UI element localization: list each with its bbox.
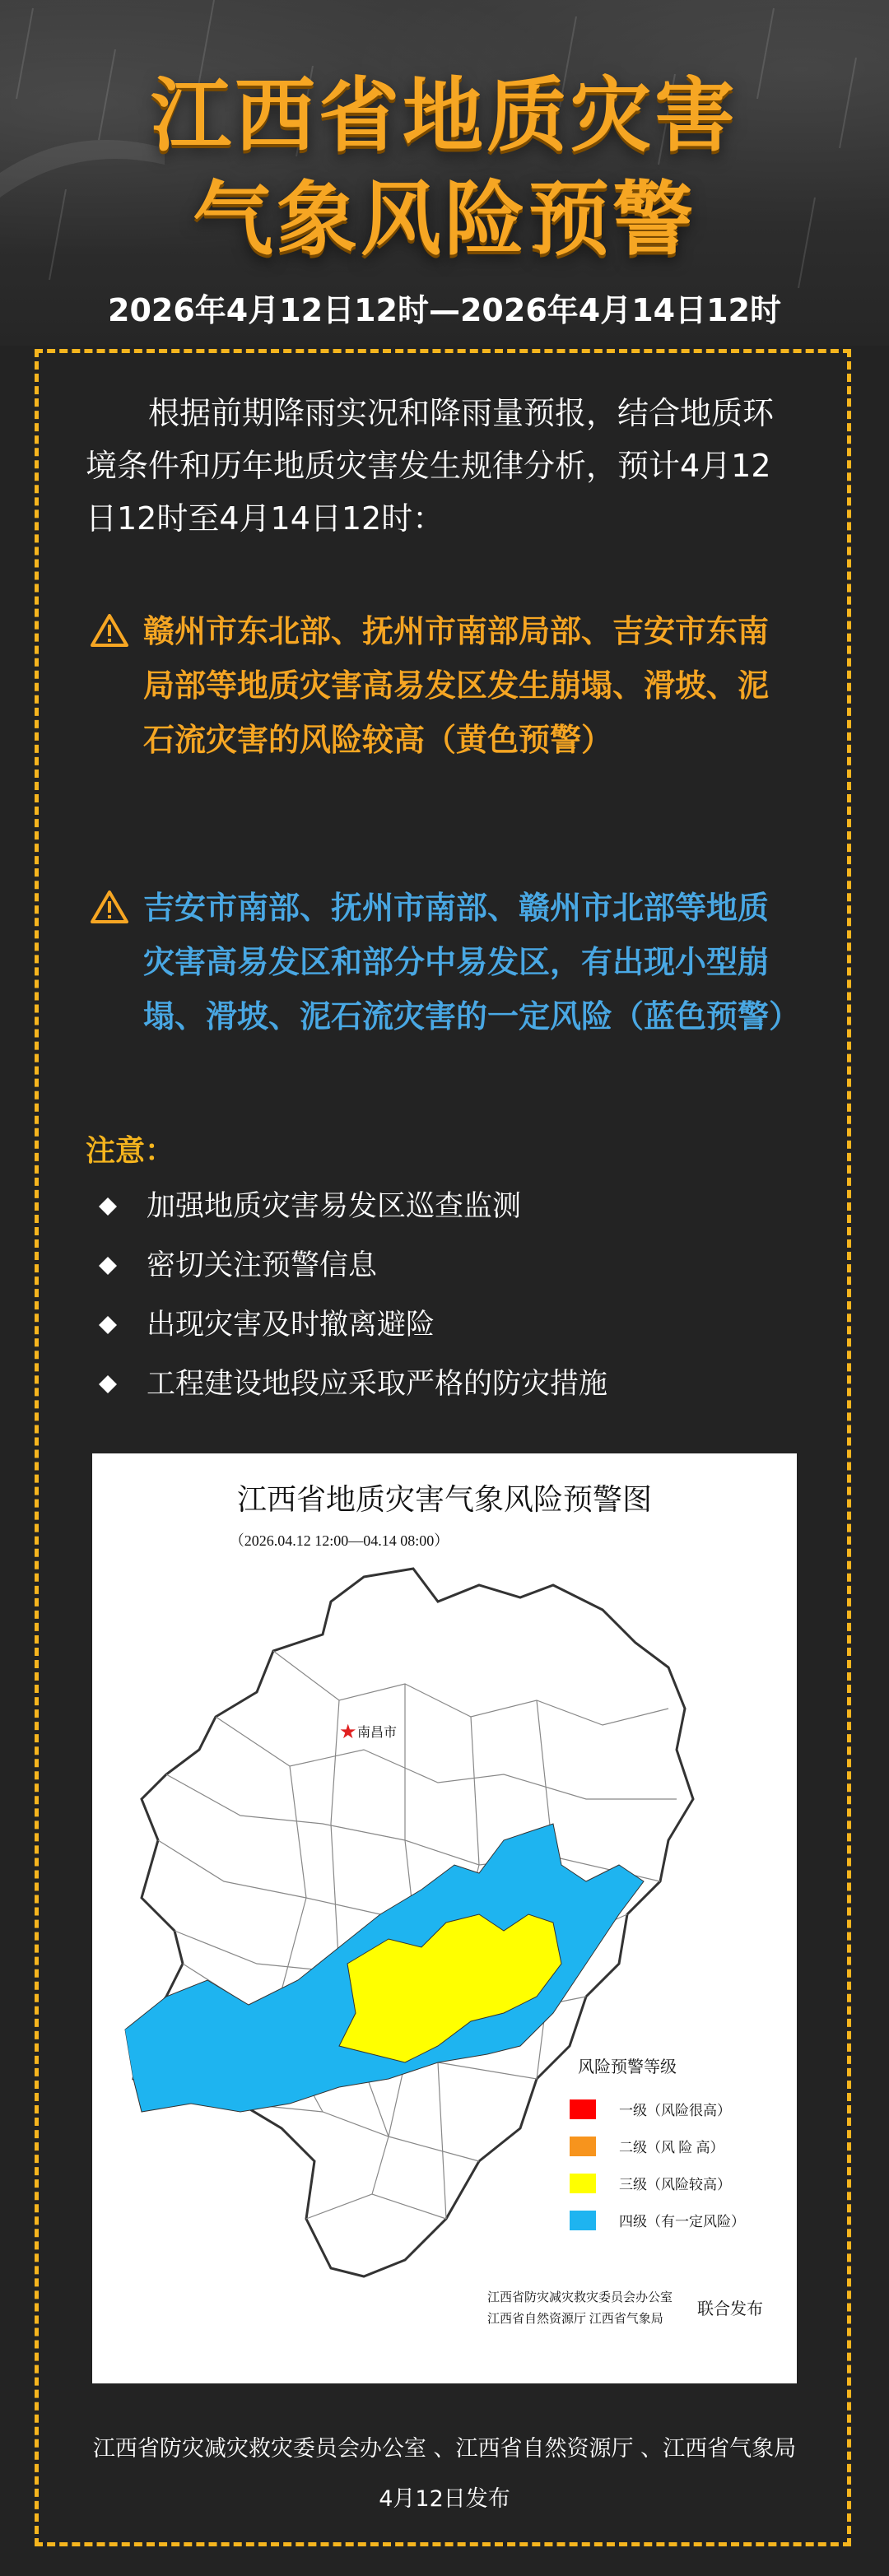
legend-swatch-level2 xyxy=(570,2137,596,2156)
diamond-bullet-icon xyxy=(99,1257,117,1275)
map-issuer-suffix: 联合发布 xyxy=(697,2300,763,2318)
warning-map-graphic xyxy=(92,1453,797,2383)
warning-triangle-icon xyxy=(91,890,128,923)
yellow-warning xyxy=(91,604,798,767)
footer-date: 4月12日发布 xyxy=(379,2486,510,2512)
header-banner xyxy=(0,0,889,346)
legend-swatch-level3 xyxy=(570,2174,596,2193)
notice-item xyxy=(91,1251,607,1310)
legend-label-level2: 二级（风 险 高） xyxy=(619,2140,724,2155)
diamond-bullet-icon xyxy=(99,1316,117,1334)
title-line-2: 气象风险预警 xyxy=(192,173,696,267)
legend-label-level1: 一级（风险很高） xyxy=(619,2103,731,2118)
notice-item xyxy=(91,1310,607,1369)
blue-warning xyxy=(91,881,801,1044)
warning-triangle-icon xyxy=(91,614,128,647)
warning-map xyxy=(92,1453,797,2383)
warning-period: 2026年4月12日12时—2026年4月14日12时 xyxy=(108,292,781,328)
notice-item-text: 出现灾害及时撤离避险 xyxy=(147,1309,435,1341)
map-issuer-line1: 江西省防灾减灾救灾委员会办公室 xyxy=(487,2291,673,2304)
diamond-bullet-icon xyxy=(99,1197,117,1216)
legend-title: 风险预警等级 xyxy=(578,2058,677,2076)
map-issuer-line2: 江西省自然资源厅 江西省气象局 xyxy=(487,2313,663,2326)
notice-title: 注意： xyxy=(86,1134,175,1168)
diamond-bullet-icon xyxy=(99,1375,117,1393)
notice-item xyxy=(91,1369,607,1429)
title-line-1: 江西省地质灾害 xyxy=(150,69,738,163)
notice-item-text: 密切关注预警信息 xyxy=(147,1249,378,1282)
legend-label-level3: 三级（风险较高） xyxy=(619,2177,731,2192)
blue-warning-text: 吉安市南部、抚州市南部、赣州市北部等地质灾害高易发区和部分中易发区，有出现小型崩塌、滑坡、泥石流灾害的一定风险（蓝色预警） xyxy=(143,890,801,1035)
legend-swatch-level4 xyxy=(570,2211,596,2230)
notice-item xyxy=(91,1192,607,1251)
yellow-warning-text: 赣州市东北部、抚州市南部局部、吉安市东南局部等地质灾害高易发区发生崩塌、滑坡、泥石流灾害的风险较高（黄色预警） xyxy=(143,613,770,758)
footer-issuers: 江西省防灾减灾救灾委员会办公室 、江西省自然资源厅 、江西省气象局 xyxy=(92,2436,797,2462)
legend-swatch-level1 xyxy=(570,2099,596,2119)
notice-item-text: 加强地质灾害易发区巡查监测 xyxy=(147,1190,522,1223)
intro-text: 根据前期降雨实况和降雨量预报，结合地质环境条件和历年地质灾害发生规律分析，预计4月12日12时至4月14日12时： xyxy=(86,395,775,537)
map-subtitle: （2026.04.12 12:00—04.14 08:00） xyxy=(229,1532,449,1549)
notice-list xyxy=(91,1192,607,1429)
capital-label: 南昌市 xyxy=(357,1726,398,1740)
capital-star-icon: ★ xyxy=(339,1720,357,1743)
notice-item-text: 工程建设地段应采取严格的防灾措施 xyxy=(147,1368,608,1401)
legend-label-level4: 四级（有一定风险） xyxy=(619,2214,745,2230)
map-title: 江西省地质灾害气象风险预警图 xyxy=(236,1483,653,1516)
